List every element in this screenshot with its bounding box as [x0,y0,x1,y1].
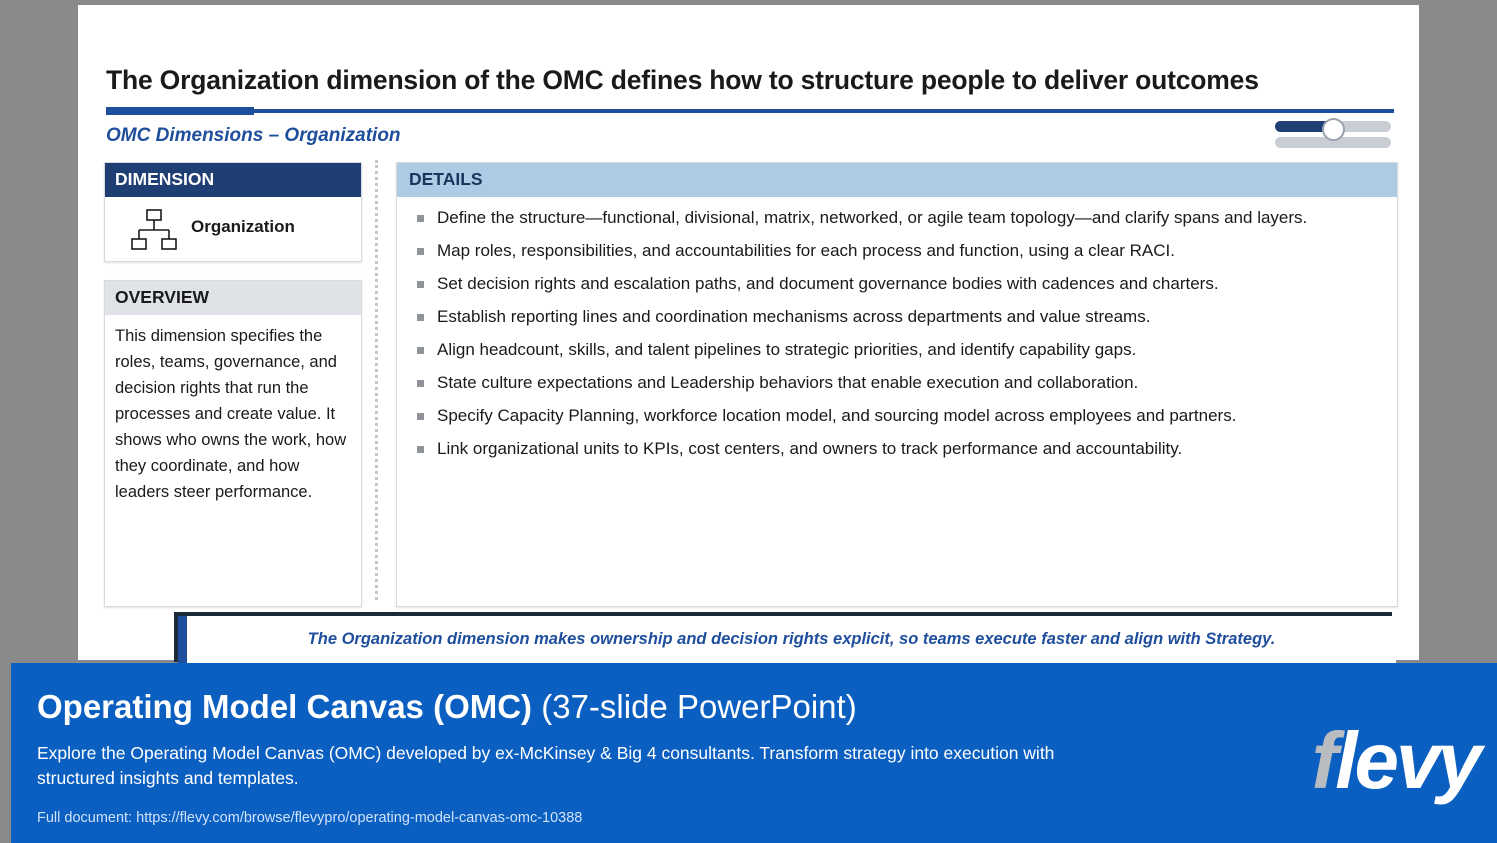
dimension-name: Organization [191,217,295,236]
column-divider [375,160,378,600]
bottom-banner [11,663,1497,843]
org-chart-icon [131,209,177,251]
banner-link-url[interactable]: https://flevy.com/browse/flevypro/operating-model-canvas-omc-10388 [136,810,583,826]
list-item: Establish reporting lines and coordination mechanisms across departments and value streams. [415,306,1379,329]
overview-card [104,280,362,607]
banner-link-prefix: Full document: [37,810,137,826]
dimension-card [104,162,362,262]
dimension-card-header: DIMENSION [105,163,361,197]
banner-title [37,688,857,726]
banner-document-link [37,810,582,826]
list-item: Align headcount, skills, and talent pipelines to strategic priorities, and identify capability gaps. [415,339,1379,362]
callout-text: The Organization dimension makes ownership and decision rights explicit, so teams execute faster and align with Strategy. [307,630,1276,648]
decorative-progress-icon [1275,121,1391,149]
banner-title-strong: Operating Model Canvas (OMC) [37,688,533,725]
page-title: The Organization dimension of the OMC defines how to structure people to deliver outcomes [106,65,1259,95]
list-item: Set decision rights and escalation paths, and document governance bodies with cadences and charters. [415,273,1379,296]
flevy-logo-f: f [1311,716,1336,805]
callout-banner [178,616,1396,666]
title-divider [106,109,1394,113]
list-item: Link organizational units to KPIs, cost centers, and owners to track performance and accountability. [415,438,1379,461]
details-list [397,197,1397,461]
overview-card-header: OVERVIEW [105,281,361,315]
title-divider-accent [106,107,254,115]
overview-card-text: This dimension specifies the roles, teams, governance, and decision rights that run the processes and create value. It shows who owns the work, how they coordinate, and how leaders steer performance. [115,327,347,502]
deco-circle-icon [1322,118,1345,141]
banner-title-light: (37-slide PowerPoint) [532,688,857,725]
list-item: State culture expectations and Leadership behaviors that enable execution and collaboration. [415,372,1379,395]
flevy-logo [1311,716,1479,805]
slide-subtitle: OMC Dimensions – Organization [106,125,401,146]
details-card-header: DETAILS [397,163,1397,197]
banner-description: Explore the Operating Model Canvas (OMC) developed by ex-McKinsey & Big 4 consultants. Transform strategy into execution with structured insights and templates. [37,743,1055,788]
list-item: Specify Capacity Planning, workforce location model, and sourcing model across employees and partners. [415,405,1379,428]
details-card [396,162,1398,607]
dimension-card-body [105,197,361,261]
slide-canvas [78,5,1419,660]
list-item: Define the structure—functional, divisional, matrix, networked, or agile team topology—and clarify spans and layers. [415,207,1379,230]
flevy-logo-rest: levy [1335,716,1479,805]
list-item: Map roles, responsibilities, and accountabilities for each process and function, using a clear RACI. [415,240,1379,263]
